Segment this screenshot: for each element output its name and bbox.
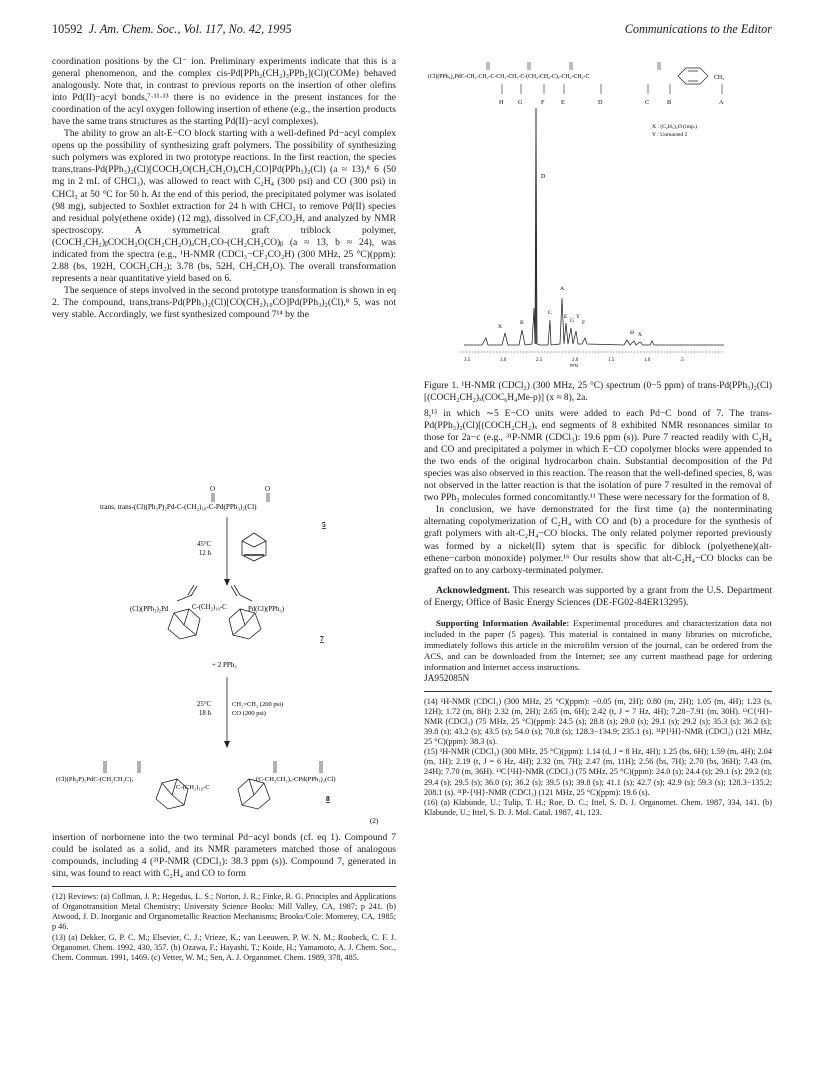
product-right-group: (C-CH₂CH₂)ₓ-CPd(PPh₃)₂(Cl) <box>256 776 336 783</box>
product-carbonyls <box>104 761 322 773</box>
proton-label: C <box>645 99 650 106</box>
peak-label-a: A <box>560 286 565 292</box>
product-rings <box>156 779 270 809</box>
proton-label: E <box>561 99 565 106</box>
intermediate-chain: C-(CH₂)₁₀-C <box>192 604 227 611</box>
structure-formula: (Cl)(PPh₃)₂PdC-CH₂-CH₂-C-CH₂-CH₂-C-(CH₂-CH₂-C)ₓ-CH₂-CH₂-C <box>428 74 590 80</box>
step1-time: 12 h <box>199 550 211 557</box>
peak-label-h: H <box>630 330 635 336</box>
supporting-text: Experimental procedures and characterization data not included in the paper (5 pages). This material is contained in many libraries on microfiche, immediately follows this article in the microfilm version of the journal, can be ordered from the ACS, and can be downloaded from the Internet; see any current masthead page for ordering information and Internet access instructions. <box>424 617 773 672</box>
body-paragraph: The ability to grow an alt-E−CO block starting with a well-defined Pd−acyl complex opens up the possibility of synthesizing graft polymers. The possibility of synthesizing such polymers was explored in two prototype reactions. In the first reaction, the species trans,trans-Pd(PPh₃)₂(Cl)[COCH₂O(CH₂CH₂O)ₐCH₂CO]Pd(PPh₃)₂(Cl) (a ≈ 13),⁸ 6 (50 mg in 2 mL of CHCl₃), was allowed to react with C₂H₄ (300 psi) and CO (300 psi) in CHCl₃ at 50 °C for 50 h. At the end of this period, the precipitated polymer was isolated (98 mg), subjected to Soxhlet extraction for 24 h with CHCl₃ to remove Pd(II) species and residual poly(ethene oxide) (12 mg), dissolved in CF₃CO₂H, and analyzed by NMR spectroscopy. A symmetrical graft triblock polymer, (COCH₂CH₂)ᵦCOCH₂O(CH₂CH₂O)ₐCH₂CO-(CH₂CH₂CO)ᵦ (a ≈ 13, b ≈ 24), was indicated from the spectra (e.g., ¹H-NMR (CDCl₃−CF₃CO₂H) (300 MHz, 25 °C)(ppm): 2.88 (bs, 192H, COCH₂CH₂); 3.78 (bs, 52H, CH₂CH₂O). The overall transformation represents a near quantitative yield based on 6. <box>52 128 396 284</box>
nmr-spectrum-figure <box>424 48 772 374</box>
norbornene-structure <box>242 533 266 561</box>
reaction-scheme <box>52 483 396 828</box>
supporting-heading: Supporting Information Available: <box>436 617 570 628</box>
footnote: (12) Reviews: (a) Collman, J. P.; Hegedus, L. S.; Norton, J. R.; Finke, R. G. Principles and Applications of Organotransition Metal Chemistry; University Science Books: Mill Valley, CA, 1987; p 241. (b) Atwood, J. D. Inorganic and Organometallic Reaction Mechanisms; Brooks/Cole: Monterey, CA, 1985; p 46. <box>52 892 396 932</box>
step1-temperature: 45°C <box>197 541 212 548</box>
body-paragraph: The sequence of steps involved in the second prototype transformation is shown in eq 2. The compound, trans,trans-Pd(PPh₃)₂(Cl)[CO(CH₂)₁₀CO]Pd(PPh₃)₂(Cl),⁸ 5, was not very stable. Accordingly, we first synthesized compound 7¹⁴ by the <box>52 284 396 320</box>
proton-label: F <box>541 99 545 106</box>
footnote-divider <box>52 886 396 887</box>
footnote: (16) (a) Klabunde, U.; Tulip, T. H.; Roe, D. C.; Ittel, S. D. J. Organomet. Chem. 1987, 334, 141. (b) Klabunde, U.; Ittel, S. D. J. Mol. Catal. 1987, 41, 123. <box>424 797 772 817</box>
structure-carbonyls <box>487 62 660 70</box>
methyl-group: CH₃ <box>714 75 725 81</box>
journal-citation: J. Am. Chem. Soc., Vol. 117, No. 42, 1995 <box>88 22 292 36</box>
footnote: (14) ¹H-NMR (CDCl₃) (300 MHz, 25 °C)(ppm): −0.05 (m, 2H); 0.80 (m, 2H); 1.05 (m, 4H); 1.23 (s, 12H); 1.72 (m, 8H); 2.32 (m, 2H); 2.65 (m, 6H); 2.42 (t, J = 7 Hz, 4H); 7.28−7.91 (m, 30H). ¹³C{¹H}-NMR (CDCl₃) (75 MHz, 25 °C)(ppm): 24.5 (s); 28.8 (s); 29.0 (s); 29.1 (s); 29.2 (s); 35.3 (s); 36.2 (s); 39.8 (s); 43.2 (s); 43.5 (s); 54.0 (s); 70.8 (s); 128.3−134.9; 235.1 (s). ³¹P{¹H}-NMR (CDCl₃) (121 MHz, 25 °C)(ppm): 38.3 (s). <box>424 696 772 747</box>
legend-y: Y : Unreacted 2 <box>652 132 688 138</box>
peak-label-e: E <box>564 314 568 320</box>
intermediate-right-group: Pd(Cl)(PPh₃) <box>248 606 284 613</box>
peak-label-c: C <box>548 310 552 316</box>
arrowhead <box>224 579 230 586</box>
reaction-scheme-drawing <box>52 483 396 828</box>
footnote-divider <box>424 691 772 692</box>
axis-tick: 1.5 <box>608 358 615 363</box>
byproduct-pph3: + 2 PPh₃ <box>212 661 237 669</box>
carbonyl-o: O <box>210 485 216 493</box>
peak-label-y: Y <box>576 314 581 320</box>
product-chain: C-(CH₂)₁₀-C <box>176 784 210 791</box>
footnote: (15) ¹H-NMR (CDCl₃) (300 MHz, 25 °C)(ppm): 1.14 (d, J = 8 Hz, 4H); 1.25 (bs, 6H); 1.59 (m, 4H); 2.04 (m, 1H); 2.19 (t, J = 6 Hz, 4H); 2.32 (m, 7H); 2.47 (m, 11H); 2.56 (bs, 7H); 2.70 (bs, 36H); 7.43 (m, 24H); 7.70 (m, 36H). ¹³C{¹H}-NMR (CDCl₃) (75 MHz, 25 °C)(ppm): 24.0 (s); 24.4 (s); 29.1 (s); 29.2 (s); 29.4 (s); 29.5 (s); 36.0 (s); 36.2 (s); 39.5 (s); 39.8 (s); 41.1 (s); 42.7 (s); 42.9 (s); 59.3 (s); 128.3−135.2; 208.1 (s). ³¹P-{¹H}-NMR (CDCl₃) (121 MHz, 25 °C)(ppm): 19.6 (s). <box>424 747 772 797</box>
manuscript-code: JA952085N <box>424 673 470 684</box>
compound-label-5: 5 <box>322 520 326 529</box>
bicyclic-ring-left <box>168 585 200 639</box>
acknowledgment-heading: Acknowledgment. <box>436 584 510 596</box>
proton-label: D <box>598 99 603 106</box>
compound-label-7: 7 <box>320 634 324 643</box>
axis-tick: 3.5 <box>464 358 471 363</box>
arrowhead <box>224 741 230 748</box>
step2-reagent-co: CO (200 psi) <box>232 710 266 717</box>
left-column <box>52 56 396 321</box>
step2-temperature: 25°C <box>197 701 212 708</box>
legend-x: X : (C₂H₅)₂O (imp.) <box>652 124 698 130</box>
axis-tick: 2.5 <box>536 358 543 363</box>
reactant-formula: trans, trans-(Cl)(Ph₃P)₂Pd-C-(CH₂)₁₀-C-Pd(PPh₃)₂(Cl) <box>100 503 257 511</box>
page-number: 10592 <box>52 22 83 36</box>
body-paragraph: insertion of norbornene into the two terminal Pd−acyl bonds (cf. eq 1). Compound 7 could be isolated as a solid, and its NMR parameters matched those of analogous compounds, including 4 (³¹P-NMR (CDCl₃): 38.3 ppm (s)). Compound 7, generated in situ, was found to react with C₂H₄ and CO to form <box>52 832 396 880</box>
nmr-spectrum-drawing <box>424 48 772 374</box>
axis-unit: PPM <box>570 363 579 368</box>
footnote: (13) (a) Dekker, G. P. C. M.; Elsevier, C. J.; Vrieze, K.; van Leeuwen, P. W. N. M.; Roobeck, C. F. J. Organomet. Chem. 1992, 430, 357. (b) Ozawa, F.; Hayashi, T.; Koide, H.; Yamamoto, A. J. Chem. Soc., Chem. Commun. 1991, 1469. (c) Vetter, W. M.; Sen, A. J. Organomet. Chem. 1989, 378, 485. <box>52 932 396 962</box>
spectrum-trace <box>464 108 724 345</box>
body-paragraph: In conclusion, we have demonstrated for the first time (a) the nonterminating alternating copolymerization of C₂H₄ with CO and (b) a procedure for the synthesis of graft polymers with alt-C₂H₄−CO blocks. The only related polymer reported previously was formed by a nickel(II) sytem that is specific for diblock (polyethene)(alt-ethene−carbon monoxide) polymer.¹⁶ Our results show that alt-C₂H₄−CO blocks can be grafted on to any carboxy-terminated polymer. <box>424 504 772 576</box>
axis-tick: 1.0 <box>644 358 651 363</box>
peak-label-x2: X <box>638 332 643 338</box>
axis-tick: 3.0 <box>500 358 507 363</box>
running-head-left <box>52 22 292 37</box>
proton-label: B <box>667 99 672 106</box>
supporting-information <box>424 618 772 673</box>
body-paragraph: coordination positions by the Cl⁻ ion. Preliminary experiments indicate that this is a general phenomenon, and the complex cis-Pd[PPh₂(CH₂)₃PPh₂](Cl)(COMe) behaved analogously. Note that, in contrast to previous reports on the insertion of other olefins into Pd(II)−acyl bonds,⁷·¹¹·¹³ there is no evidence in the present instances for the coordination of the acyl oxygen following insertion of ethene (e.g., the insertion products have the same trans structures as the starting Pd(II)−acyl complexes). <box>52 56 396 128</box>
peak-label-b: B <box>520 320 524 326</box>
carbonyl-o: O <box>265 485 271 493</box>
acknowledgment-text: This research was supported by a grant from the U.S. Department of Energy, Office of Basic Energy Sciences (DE-FG02-84ER13295). <box>424 584 772 608</box>
acknowledgment <box>424 585 772 609</box>
proton-assignment-arrows <box>502 84 722 94</box>
axis-tick-labels <box>464 358 684 368</box>
proton-label: G <box>518 99 523 106</box>
peak-label-x: X <box>498 324 503 330</box>
product-left-group: (Cl)(Ph₃P)₂PdC-(CH₂CH₂C)ₓ <box>56 776 134 783</box>
left-column-bottom <box>52 832 396 963</box>
axis-tick: 2.0 <box>572 358 579 363</box>
equation-number: (2) <box>370 817 379 825</box>
compound-label-8: 8 <box>326 794 330 803</box>
right-column <box>424 380 772 818</box>
tolyl-ring <box>678 68 708 84</box>
peak-labels <box>498 286 642 338</box>
step2-time: 18 h <box>199 710 211 717</box>
page-header <box>52 22 772 40</box>
proton-label: H <box>499 99 504 106</box>
intermediate-left-group: (Cl)(PPh₃)₂Pd <box>130 606 169 613</box>
axis-tick: .5 <box>680 358 684 363</box>
step2-reagent-ethene: CH₂=CH₂ (200 psi) <box>232 701 284 708</box>
proton-label: A <box>719 99 724 106</box>
peak-label-f: F <box>582 320 586 326</box>
body-paragraph: 8,¹⁵ in which ∼5 E−CO units were added to each Pd−C bond of 7. The trans-Pd(PPh₃)₂(Cl)[(COCH₂CH₂)ₓ end segments of 8 exhibited NMR resonances similar to those for 2a−c (e.g., ³¹P-NMR (CDCl₃): 19.6 ppm (s)). Pure 7 reacted readily with C₂H₄ and CO and precipitated a polymer in which E−CO copolymer blocks were appended to the two ends of the original hydrocarbon chain. Substantial decomposition of the Pd species was also observed in this reaction. The reason that the well-defined species, 8, was not observed in the latter reaction is that the isolation of pure 7 resulted in the removal of two PPh₃ molecules formed concomitantly.¹¹ These were necessary for the formation of 8. <box>424 408 772 504</box>
proton-labels <box>499 99 724 106</box>
section-title: Communications to the Editor <box>624 22 772 36</box>
peak-label-d: D <box>541 174 546 180</box>
figure-caption: Figure 1. ¹H-NMR (CDCl₃) (300 MHz, 25 °C) spectrum (0−5 ppm) of trans-Pd(PPh₃)₂(Cl)[(COCH₂CH₂)ₓ(COC₆H₄Me-p)] (x ≈ 8), 2a. <box>424 381 772 403</box>
peak-label-g: G <box>570 318 575 324</box>
